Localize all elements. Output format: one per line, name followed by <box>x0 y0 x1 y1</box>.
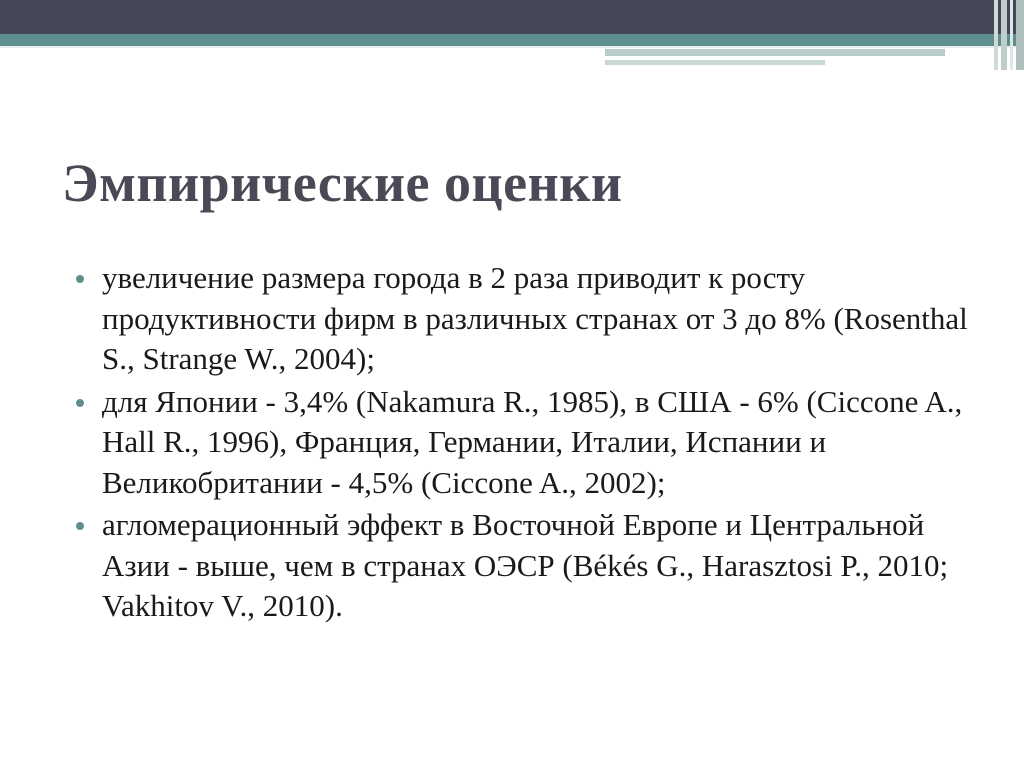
stripe <box>994 0 998 70</box>
header-divider-line <box>0 46 1024 48</box>
stripe <box>1016 0 1024 70</box>
header-accent-bar-thin <box>605 60 825 65</box>
slide-title: Эмпирические оценки <box>62 153 623 213</box>
bullet-text: агломерационный эффект в Восточной Европе и Центральной Азии - выше, чем в странах ОЭСР (Békés G., Harasztosi P., 2010; Vakhitov V., 2010). <box>102 507 949 623</box>
header-dark-bar <box>0 0 1024 34</box>
bullet-item <box>74 505 979 627</box>
bullet-item <box>74 382 979 504</box>
header-teal-bar <box>0 34 1024 46</box>
stripe <box>1001 0 1007 70</box>
bullet-text: для Японии - 3,4% (Nakamura R., 1985), в США - 6% (Ciccone A., Hall R., 1996), Франция, Германии, Италии, Испании и Великобритании - 4,5% (Ciccone A., 2002); <box>102 383 963 500</box>
stripe <box>1010 0 1013 70</box>
bullet-dot-icon <box>76 399 84 407</box>
header-right-stripes <box>990 0 1024 70</box>
bullet-dot-icon <box>76 275 84 283</box>
bullet-list <box>74 258 979 629</box>
bullet-dot-icon <box>76 522 84 530</box>
bullet-item <box>74 258 979 380</box>
header-accent-bar <box>605 49 945 56</box>
bullet-text: увеличение размера города в 2 раза приводит к росту продуктивности фирм в различных странах от 3 до 8% (Rosenthal S., Strange W., 2004); <box>102 260 968 376</box>
